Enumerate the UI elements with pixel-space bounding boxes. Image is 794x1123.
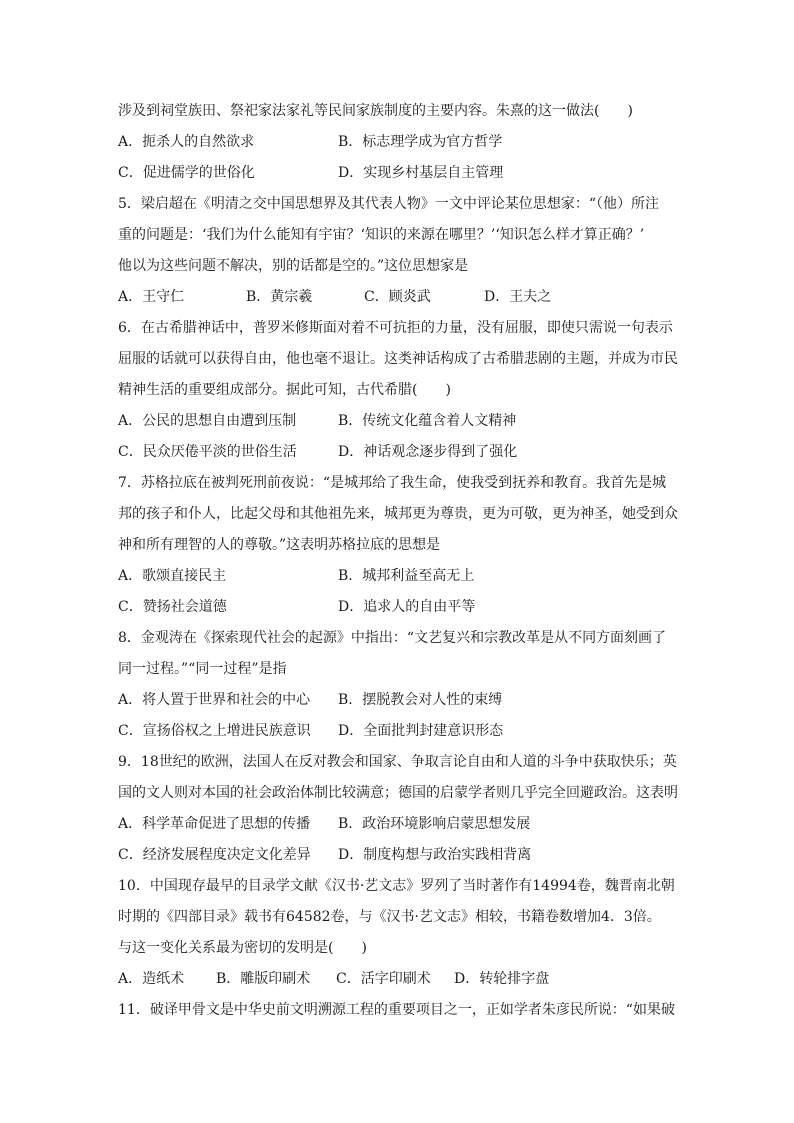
option-b: B．标志理学成为官方哲学	[338, 134, 503, 150]
option-b: B．黄宗羲	[246, 289, 313, 305]
option-b: B．政治环境影响启蒙思想发展	[338, 816, 531, 832]
option-c: C．促进儒学的世俗化	[118, 165, 255, 181]
question-10-options	[118, 964, 688, 995]
question-11-line-1: 11．破译甲骨文是中华史前文明溯源工程的重要项目之一，正如学者朱彦民所说：“如果破	[118, 1002, 675, 1018]
question-9-options-row-2	[118, 840, 688, 871]
option-a: A．王守仁	[118, 289, 185, 305]
option-b: B．传统文化蕴含着人文精神	[338, 413, 517, 429]
option-a: A．歌颂直接民主	[118, 568, 227, 584]
question-7-line-1: 7．苏格拉底在被判死刑前夜说：“是城邦给了我生命，使我受到抚养和教育。我首先是城	[118, 475, 667, 491]
question-10-line-3: 与这一变化关系最为密切的发明是( )	[118, 940, 367, 956]
question-7-line-2: 邦的孩子和仆人，比起父母和其他祖先来，城邦更为尊贵，更为可敬，更为神圣，她受到众	[118, 506, 678, 522]
question-5-line-2: 重的问题是：‘我们为什么能知有宇宙？‘知识的来源在哪里？’‘知识怎么样才算正确？’	[118, 227, 645, 243]
question-6-options-row-1	[118, 406, 688, 437]
option-c: C．宣扬俗权之上增进民族意识	[118, 723, 311, 739]
question-7-options-row-1	[118, 561, 688, 592]
option-b: B．摆脱教会对人性的束缚	[338, 692, 503, 708]
exam-page	[118, 96, 688, 1026]
question-10-line-2: 时期的《四部目录》载书有64582卷，与《汉书·艺文志》相较，书籍卷数增加4．3倍。	[118, 909, 661, 925]
option-c: C．赞扬社会道德	[118, 599, 227, 615]
option-a: A．将人置于世界和社会的中心	[118, 692, 311, 708]
option-c: C．经济发展程度决定文化差异	[118, 847, 311, 863]
option-d: D．转轮排字盘	[454, 971, 550, 987]
option-d: D．追求人的自由平等	[338, 599, 476, 615]
question-4-stem-end: 涉及到祠堂族田、祭祀家法家礼等民间家族制度的主要内容。朱熹的这一做法( )	[118, 103, 633, 119]
question-7-line-3: 神和所有理智的人的尊敬。”这表明苏格拉底的思想是	[118, 537, 441, 553]
question-6-options-row-2	[118, 437, 688, 468]
question-4-options-row-2	[118, 158, 688, 189]
option-a: A．扼杀人的自然欲求	[118, 134, 255, 150]
question-5-options	[118, 282, 688, 313]
question-5-line-3: 他以为这些问题不解决，别的话都是空的。”这位思想家是	[118, 258, 469, 274]
option-d: D．实现乡村基层自主管理	[338, 165, 504, 181]
option-c: C．民众厌倦平淡的世俗生活	[118, 444, 297, 460]
question-10-line-1: 10．中国现存最早的目录学文献《汉书·艺文志》罗列了当时著作有14994卷，魏晋南北朝	[118, 878, 675, 894]
option-a: A．科学革命促进了思想的传播	[118, 816, 311, 832]
question-4-options-row-1	[118, 127, 688, 158]
question-9-line-1: 9．18世纪的欧洲，法国人在反对教会和国家、争取言论自由和人道的斗争中获取快乐；英	[118, 754, 677, 770]
question-5-line-1: 5．梁启超在《明清之交中国思想界及其代表人物》一文中评论某位思想家：“（他）所注	[118, 196, 660, 212]
option-d: D．神话观念逐步得到了强化	[338, 444, 518, 460]
option-d: D．王夫之	[484, 289, 552, 305]
question-8-options-row-2	[118, 716, 688, 747]
question-8-options-row-1	[118, 685, 688, 716]
question-6-line-3: 精神生活的重要组成部分。据此可知，古代希腊( )	[118, 382, 451, 398]
option-b: B．雕版印刷术	[216, 971, 311, 987]
question-6-line-1: 6．在古希腊神话中，普罗米修斯面对着不可抗拒的力量，没有屈服，即使只需说一句表示	[118, 320, 673, 336]
question-8-line-2: 同一过程。”“同一过程”是指	[118, 661, 287, 677]
option-d: D．全面批判封建意识形态	[338, 723, 504, 739]
question-6-line-2: 屈服的话就可以获得自由，他也毫不退让。这类神话构成了古希腊悲剧的主题，并成为市民	[118, 351, 678, 367]
question-8-line-1: 8．金观涛在《探索现代社会的起源》中指出：“文艺复兴和宗教改革是从不同方面刻画了	[118, 630, 667, 646]
option-a: A．造纸术	[118, 971, 185, 987]
option-a: A．公民的思想自由遭到压制	[118, 413, 297, 429]
question-7-options-row-2	[118, 592, 688, 623]
option-b: B．城邦利益至高无上	[338, 568, 475, 584]
option-d: D．制度构想与政治实践相背离	[338, 847, 532, 863]
option-c: C．活字印刷术	[336, 971, 431, 987]
option-c: C．顾炎武	[364, 289, 431, 305]
question-9-line-2: 国的文人则对本国的社会政治体制比较满意；德国的启蒙学者则几乎完全回避政治。这表明	[118, 785, 678, 801]
question-9-options-row-1	[118, 809, 688, 840]
